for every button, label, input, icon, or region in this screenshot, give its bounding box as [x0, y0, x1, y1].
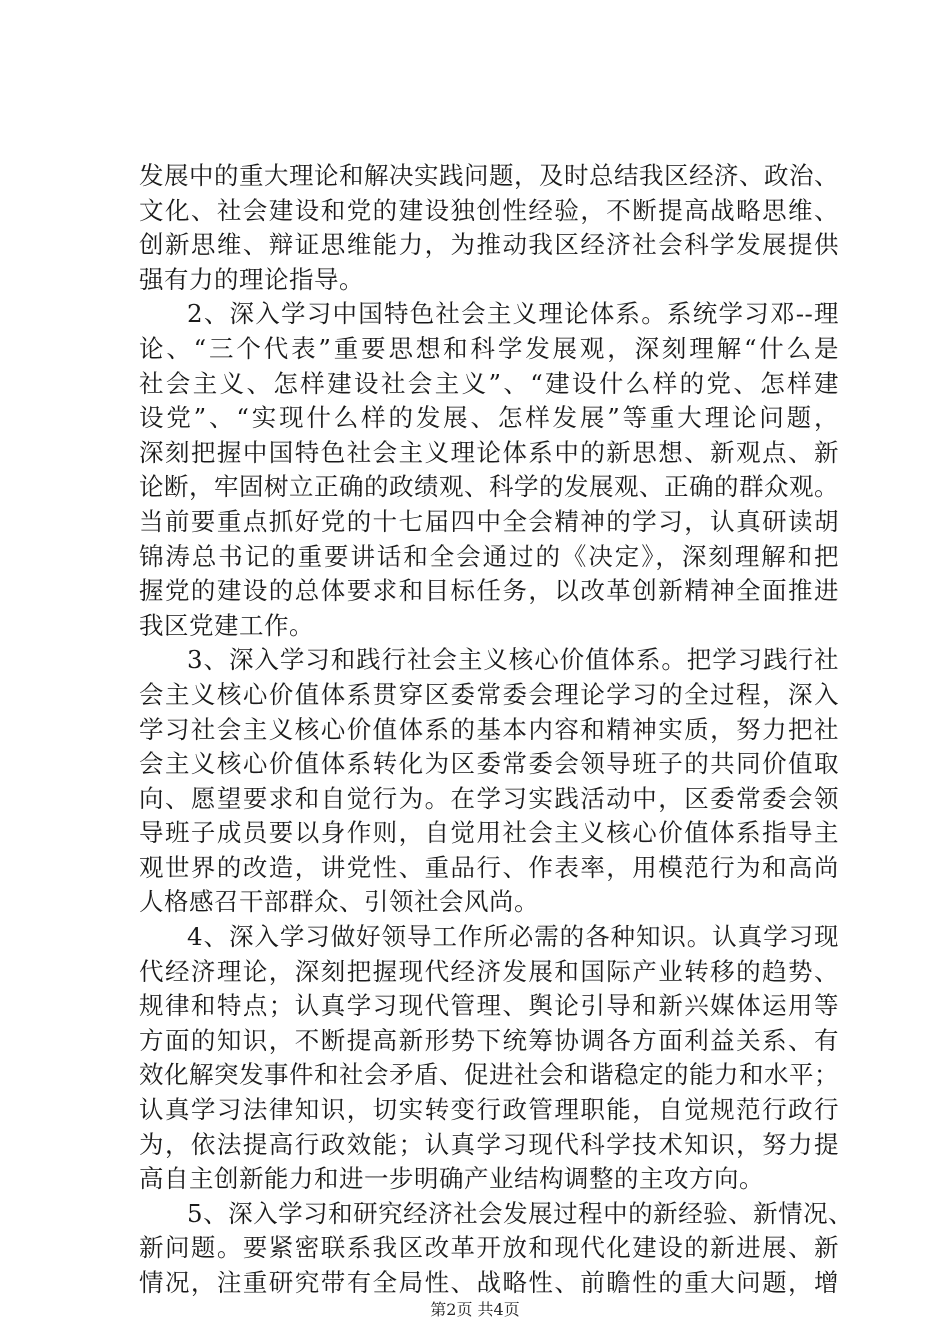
text-line: 规律和特点；认真学习现代管理、舆论引导和新兴媒体运用等	[139, 991, 839, 1021]
text-line: 效化解突发事件和社会矛盾、促进社会和谐稳定的能力和水平；	[139, 1060, 839, 1090]
text-line: 4、深入学习做好领导工作所必需的各种知识。认真学习现	[187, 922, 839, 952]
text-line: 观世界的改造，讲党性、重品行、作表率，用模范行为和高尚	[139, 852, 839, 882]
body-text	[139, 159, 854, 1301]
text-line: 强有力的理论指导。	[139, 264, 364, 294]
text-line: 认真学习法律知识，切实转变行政管理职能，自觉规范行政行	[139, 1095, 839, 1125]
page-footer: 第2页 共4页	[430, 1300, 520, 1319]
text-line: 社会主义、怎样建设社会主义”、“建设什么样的党、怎样建	[139, 368, 839, 398]
text-line: 创新思维、辩证思维能力，为推动我区经济社会科学发展提供	[139, 230, 839, 260]
text-line: 会主义核心价值体系贯穿区委常委会理论学习的全过程，深入	[139, 679, 839, 709]
text-line: 代经济理论，深刻把握现代经济发展和国际产业转移的趋势、	[139, 956, 839, 986]
text-line: 我区党建工作。	[139, 610, 314, 640]
text-line: 握党的建设的总体要求和目标任务，以改革创新精神全面推进	[139, 576, 839, 606]
text-line: 新问题。要紧密联系我区改革开放和现代化建设的新进展、新	[139, 1233, 839, 1263]
text-line: 5、深入学习和研究经济社会发展过程中的新经验、新情况、	[187, 1198, 854, 1228]
text-line: 3、深入学习和践行社会主义核心价值体系。把学习践行社	[187, 645, 839, 675]
text-line: 会主义核心价值体系转化为区委常委会领导班子的共同价值取	[139, 749, 839, 779]
text-line: 2、深入学习中国特色社会主义理论体系。系统学习邓--理	[187, 299, 839, 329]
text-line: 学习社会主义核心价值体系的基本内容和精神实质，努力把社	[139, 714, 839, 744]
text-line: 深刻把握中国特色社会主义理论体系中的新思想、新观点、新	[139, 437, 839, 467]
text-line: 论断，牢固树立正确的政绩观、科学的发展观、正确的群众观。	[139, 472, 839, 502]
text-line: 发展中的重大理论和解决实践问题，及时总结我区经济、政治、	[139, 161, 839, 190]
text-line: 情况，注重研究带有全局性、战略性、前瞻性的重大问题，增	[139, 1268, 839, 1297]
text-line: 锦涛总书记的重要讲话和全会通过的《决定》，深刻理解和把	[139, 541, 839, 571]
text-line: 导班子成员要以身作则，自觉用社会主义核心价值体系指导主	[139, 818, 839, 848]
text-line: 向、愿望要求和自觉行为。在学习实践活动中，区委常委会领	[139, 783, 839, 813]
text-line: 高自主创新能力和进一步明确产业结构调整的主攻方向。	[139, 1164, 764, 1194]
text-line: 当前要重点抓好党的十七届四中全会精神的学习，认真研读胡	[139, 506, 839, 536]
text-line: 文化、社会建设和党的建设独创性经验，不断提高战略思维、	[139, 195, 839, 225]
text-line: 论、“三个代表”重要思想和科学发展观，深刻理解“什么是	[139, 333, 839, 363]
text-line: 为，依法提高行政效能；认真学习现代科学技术知识，努力提	[139, 1129, 839, 1159]
text-line: 设党”、“实现什么样的发展、怎样发展”等重大理论问题，	[139, 403, 839, 433]
text-line: 人格感召干部群众、引领社会风尚。	[139, 887, 539, 917]
text-line: 方面的知识，不断提高新形势下统筹协调各方面利益关系、有	[139, 1025, 839, 1055]
